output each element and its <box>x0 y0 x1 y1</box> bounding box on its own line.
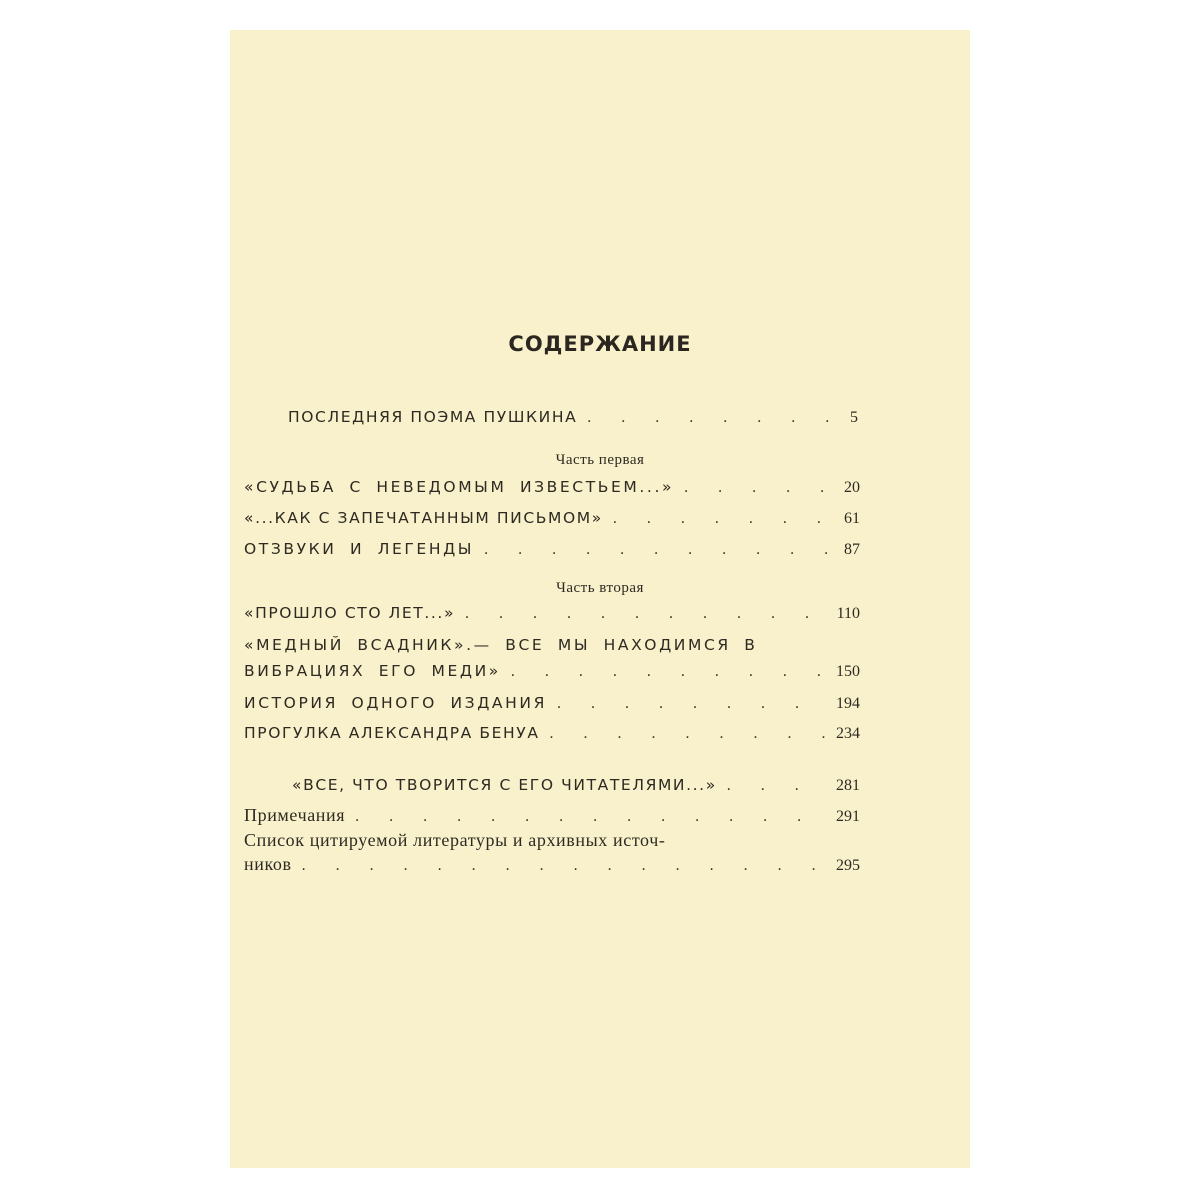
book-page <box>230 30 970 1168</box>
dot-leader <box>550 725 826 743</box>
toc-page-number: 61 <box>844 510 860 527</box>
dot-leader <box>511 663 826 681</box>
toc-entry-label: «ВСЕ, ЧТО ТВОРИТСЯ С ЕГО ЧИТАТЕЛЯМИ...» <box>292 776 717 794</box>
dot-leader <box>557 695 826 713</box>
dot-leader <box>302 857 826 875</box>
toc-page-number: 194 <box>836 695 860 712</box>
toc-page-number: 150 <box>836 663 860 680</box>
toc-page-number: 281 <box>836 777 860 794</box>
toc-page-number: 20 <box>844 479 860 496</box>
dot-leader <box>355 808 826 826</box>
toc-entry-notes <box>244 805 860 826</box>
dot-leader <box>465 605 827 623</box>
dot-leader <box>727 777 826 795</box>
toc-entry-label-line2: ников <box>244 854 292 874</box>
toc-entry-label: «ПРОШЛО СТО ЛЕТ...» <box>244 604 456 622</box>
toc-entry <box>244 724 860 743</box>
dot-leader <box>613 510 834 528</box>
toc-entry-label: Примечания <box>244 805 346 825</box>
toc-entry-label: «...КАК С ЗАПЕЧАТАННЫМ ПИСЬМОМ» <box>244 509 603 527</box>
toc-entry-intro <box>288 408 858 427</box>
toc-entry-label: ПРОГУЛКА АЛЕКСАНДРА БЕНУА <box>244 724 540 742</box>
toc-entry <box>244 662 860 681</box>
toc-entry-label-line2: ВИБРАЦИЯХ ЕГО МЕДИ» <box>244 662 501 680</box>
toc-entry <box>292 776 860 795</box>
toc-entry-label: «СУДЬБА С НЕВЕДОМЫМ ИЗВЕСТЬЕМ...» <box>244 478 675 496</box>
dot-leader <box>587 409 840 427</box>
toc-entry-label: ИСТОРИЯ ОДНОГО ИЗДАНИЯ <box>244 694 547 712</box>
part-heading-1: Часть первая <box>555 452 645 468</box>
toc-entry <box>244 604 860 623</box>
toc-page-number: 87 <box>844 541 860 558</box>
toc-entry <box>244 509 860 528</box>
toc-entry-label: ОТЗВУКИ И ЛЕГЕНДЫ <box>244 540 475 558</box>
toc-page-number: 295 <box>836 857 860 874</box>
toc-entry-label-line1: Список цитируемой литературы и архивных источ- <box>244 830 666 850</box>
toc-entry <box>244 478 860 497</box>
toc-entry-bibliography <box>244 854 860 875</box>
toc-entry-label-line1: «МЕДНЫЙ ВСАДНИК».— ВСЕ МЫ НАХОДИМСЯ В <box>244 636 758 654</box>
toc-entry-label: ПОСЛЕДНЯЯ ПОЭМА ПУШКИНА <box>288 408 578 426</box>
toc-page-number: 110 <box>836 605 860 622</box>
toc-page-number: 234 <box>836 725 860 742</box>
toc-page-number: 291 <box>836 808 860 825</box>
part-heading-2: Часть вторая <box>556 580 644 596</box>
toc-page-number: 5 <box>850 409 858 426</box>
dot-leader <box>684 479 834 497</box>
toc-entry <box>244 694 860 713</box>
dot-leader <box>484 541 834 559</box>
toc-entry <box>244 540 860 559</box>
page-title: СОДЕРЖАНИЕ <box>508 332 692 356</box>
